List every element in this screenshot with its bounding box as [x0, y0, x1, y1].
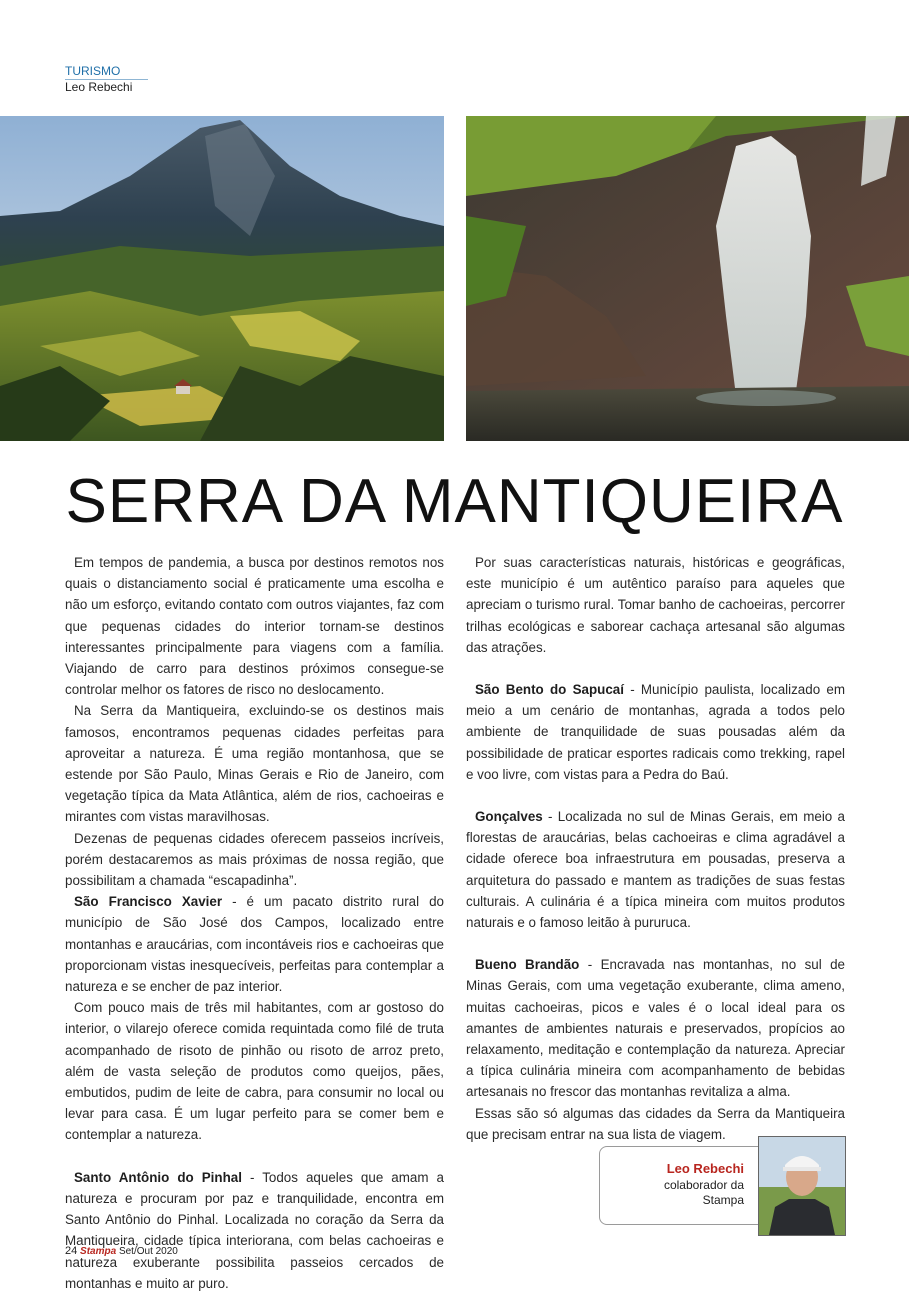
paragraph-lead: São Francisco Xavier [74, 894, 223, 910]
page-number: 24 [65, 1245, 78, 1257]
paragraph: Em tempos de pandemia, a busca por destinos remotos nos quais o distanciamento social é praticamente uma escolha e não um esforço, evitando contato com outros viajantes, faz com que pequenas cidades do interior tornam-se destinos interessantes principalmente para viagens com a família. Viajando de carro para destinos próximos consegue-se controlar melhor os fatores de risco no deslocamento. [65, 555, 444, 698]
paragraph-text: - Localizada no sul de Minas Gerais, em meio a florestas de araucárias, belas cachoeiras e clima agradável a cidade oferece boa infraestrutura em pousadas, preserva a arquitetura do passado e mantem as tradições de suas festas culturais. A culinária é a típica mineira com muitos produtos naturais e o famoso leitão à pururuca. [466, 809, 845, 931]
author-role: colaborador da Stampa [663, 1178, 744, 1207]
paragraph [466, 954, 845, 1102]
magazine-brand: Stampa [80, 1246, 117, 1257]
author-photo [758, 1136, 846, 1236]
paragraph-text: - Encravada nas montanhas, no sul de Minas Gerais, com uma vegetação exuberante, clima ameno, muitas cachoeiras, picos e vales é o local ideal para os amantes de ambientes naturais e preservados, propícios ao relaxamento, meditação e contemplação da natureza. Apreciar a típica culinária mineira com acompanhamento de bebidas artesanais no frescor das montanhas revitaliza a alma. [466, 957, 845, 1100]
page-footer [65, 1245, 178, 1257]
waterfall-photo [466, 116, 909, 441]
paragraph-lead: Bueno Brandão [475, 957, 580, 973]
paragraph-text: - Todos aqueles que amam a natureza e procuram por paz e tranquilidade, encontra em Santo Antônio do Pinhal. Localizada no coração da Serra da Mantiqueira, cidade típica interiorana, com belas cachoeiras e natureza exuberante possibilita passeios cercados de montanhas e muito ar puro. [65, 1169, 444, 1291]
byline: Leo Rebechi [65, 80, 133, 94]
mountain-landscape-photo [0, 116, 444, 441]
paragraph-text: - Município paulista, localizado em meio a um cenário de montanhas, agrada a todos pelo ambiente de tranquilidade de suas pousadas além da possibilidade de praticar esportes radicais como trekking, rapel e voo livre, com vistas para a Pedra do Baú. [466, 682, 845, 782]
paragraph: Por suas características naturais, históricas e geográficas, este município é um autêntico paraíso para aqueles que apreciam o turismo rural. Tomar banho de cachoeiras, percorrer trilhas ecológicas e saborear cachaça artesanal são algumas das atrações. [466, 555, 845, 655]
paragraph: Com pouco mais de três mil habitantes, com ar gostoso do interior, o vilarejo oferece comida requintada como filé de truta acompanhado de risoto de pinhão ou risoto de arroz preto, além de vasta seleção de produtos como queijos, pães, embutidos, pudim de leite de cabra, para consumir no local ou levar para casa. É um lugar perfeito para se comer bem e contemplar a natureza. [65, 1000, 444, 1143]
paragraph-lead: São Bento do Sapucaí [475, 682, 624, 698]
paragraph: Dezenas de pequenas cidades oferecem passeios incríveis, porém destacaremos as mais próximas de nossa região, que possibilitam a chamada “escapadinha”. [65, 830, 444, 889]
paragraph [466, 679, 845, 785]
left-column [65, 552, 444, 1294]
paragraph: Essas são só algumas das cidades da Serra da Mantiqueira que precisam entrar na sua lista de viagem. [466, 1105, 845, 1142]
section-label: TURISMO [65, 64, 148, 80]
paragraph-lead: Santo Antônio do Pinhal [74, 1169, 242, 1185]
paragraph-text: - é um pacato distrito rural do município de São José dos Campos, localizado entre montanhas e araucárias, com incontáveis rios e cachoeiras que proporcionam vistas inesquecíveis, perfeitas para contemplar a natureza e se encher de paz interior. [65, 894, 444, 995]
paragraph [466, 806, 845, 933]
paragraph [65, 1167, 444, 1294]
paragraph: Na Serra da Mantiqueira, excluindo-se os destinos mais famosos, encontramos pequenas cidades perfeitas para aproveitar a natureza. É uma região montanhosa, que se estende por São Paulo, Minas Gerais e Rio de Janeiro, com vegetação típica da Mata Atlântica, além de rios, cachoeiras e mirantes com vistas maravilhosas. [65, 703, 444, 825]
paragraph [65, 891, 444, 997]
issue-date: Set/Out 2020 [118, 1246, 178, 1257]
paragraph-lead: Gonçalves [475, 809, 543, 825]
article-title: SERRA DA MANTIQUEIRA [65, 467, 844, 536]
right-column [466, 552, 845, 1145]
author-name: Leo Rebechi [666, 1161, 744, 1176]
